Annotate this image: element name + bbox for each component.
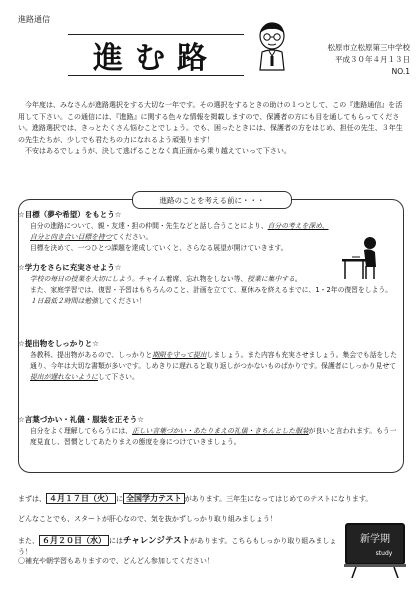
item-heading: ☆目標（夢や希望）をもとう☆ xyxy=(18,210,122,219)
item-heading: ☆学力をさらに充実させよう☆ xyxy=(18,263,122,272)
notice-national-test: まずは、 ４月１７日（火） に 全国学力テスト があります。三年生になってはじめてのテストになります。 xyxy=(18,494,373,503)
item-text: 学校の毎日の授業を大切にしよう。チャイム着席、忘れ物をしない等、授業に集中する。 xyxy=(30,275,302,283)
section-heading: 進路のことを考える前に・・・ xyxy=(132,191,292,209)
issue-number: NO.1 xyxy=(391,67,410,76)
item-heading: ☆言葉づかい・礼儀・服装を正そう☆ xyxy=(18,415,144,424)
blackboard-icon xyxy=(344,522,406,578)
test-date: ６月２０日（水） xyxy=(39,535,109,546)
section-item-study xyxy=(18,262,398,307)
item-text: 各教科、提出物があるので、しっかりと期限を守って提出しましょう。また内容も充実させましょう。集会でも話をした通り、今年は大切な書類が多いです。しめきりに遅れると取り返しがつかないものばかりです。保護者にしっかり見せて提出が遅れないようにして下さい。 xyxy=(30,351,397,381)
notice-line: 〇補充や朝学習もありますので、どんどん参加してください！ xyxy=(18,557,214,565)
test-name: チャレンジテスト xyxy=(123,536,190,546)
notice-challenge-test: また、 ６月２０日（水） にはチャレンジテストがあります。こちらもしっかり取り組みましょう！ xyxy=(18,536,337,556)
blackboard-subtext: study xyxy=(375,550,393,557)
masthead xyxy=(68,34,244,76)
section-item-submissions xyxy=(18,338,398,383)
intro-paragraph: 今年度は、みなさんが進路選択をする大切な一年です。その選択をするときの助けの１つとして、この『進路通信』を活用して下さい。この通信には、『進路』に関する色々な情報を掲載しますので、保護者の方にも目を通してもらってください。進路選択では、きっとたくさん悩むことでしょう。でも、困ったときには、保護者の方をはじめ、担任の先生、３年生の先生たちが、少しでも君たちの力になれるよう頑張ります！ xyxy=(18,101,403,144)
newsletter-title: 進む路 xyxy=(93,41,219,76)
item-text: 自分の進路について、親・友達・担の仲間・先生などと話し合うことにより、自分の考えを深め、自分と向き合い目標を持つてください。 xyxy=(30,222,329,241)
item-heading: ☆提出物をしっかりと☆ xyxy=(18,339,99,348)
item-text: 目標を決めて、一つひとつ課題を達成していくと、さらなる展望が開けていきます。 xyxy=(30,244,288,252)
intro-text xyxy=(18,100,404,158)
test-name: 全国学力テスト xyxy=(123,493,185,504)
test-date: ４月１７日（火） xyxy=(46,493,116,504)
section-item-manners xyxy=(18,414,398,448)
issue-date: 平成３０年４月１３日 xyxy=(335,55,410,64)
item-text: １日最低２時間は勉強してください！ xyxy=(30,297,146,305)
item-text: また、家庭学習では、復習・予習はもちろんのこと、計画を立てて、夏休みを終えるまでに、1・2年の復習をしよう。 xyxy=(30,286,392,294)
student-mascot-icon xyxy=(252,20,292,72)
newsletter-subtitle: 進路通信 xyxy=(18,15,50,24)
school-name: 松原市立松原第三中学校 xyxy=(327,43,410,52)
school-info xyxy=(300,42,410,78)
blackboard-text: 新学期 xyxy=(360,534,390,545)
notice-line: どんなことでも、スタートが肝心なので、気を抜かずしっかり取り組みましょう！ xyxy=(18,515,277,523)
item-text: 自分をよく理解してもらうには、正しい言葉づかい・あたりまえの礼儀・きちんとした服装が良いと言われます。もう一度見直し、習慣としてあたりまえの態度を身につけていきましょう。 xyxy=(30,427,397,446)
intro-paragraph: 不安はあるでしょうが、決して逃げることなく真正面から乗り越えていって下さい。 xyxy=(25,147,291,156)
